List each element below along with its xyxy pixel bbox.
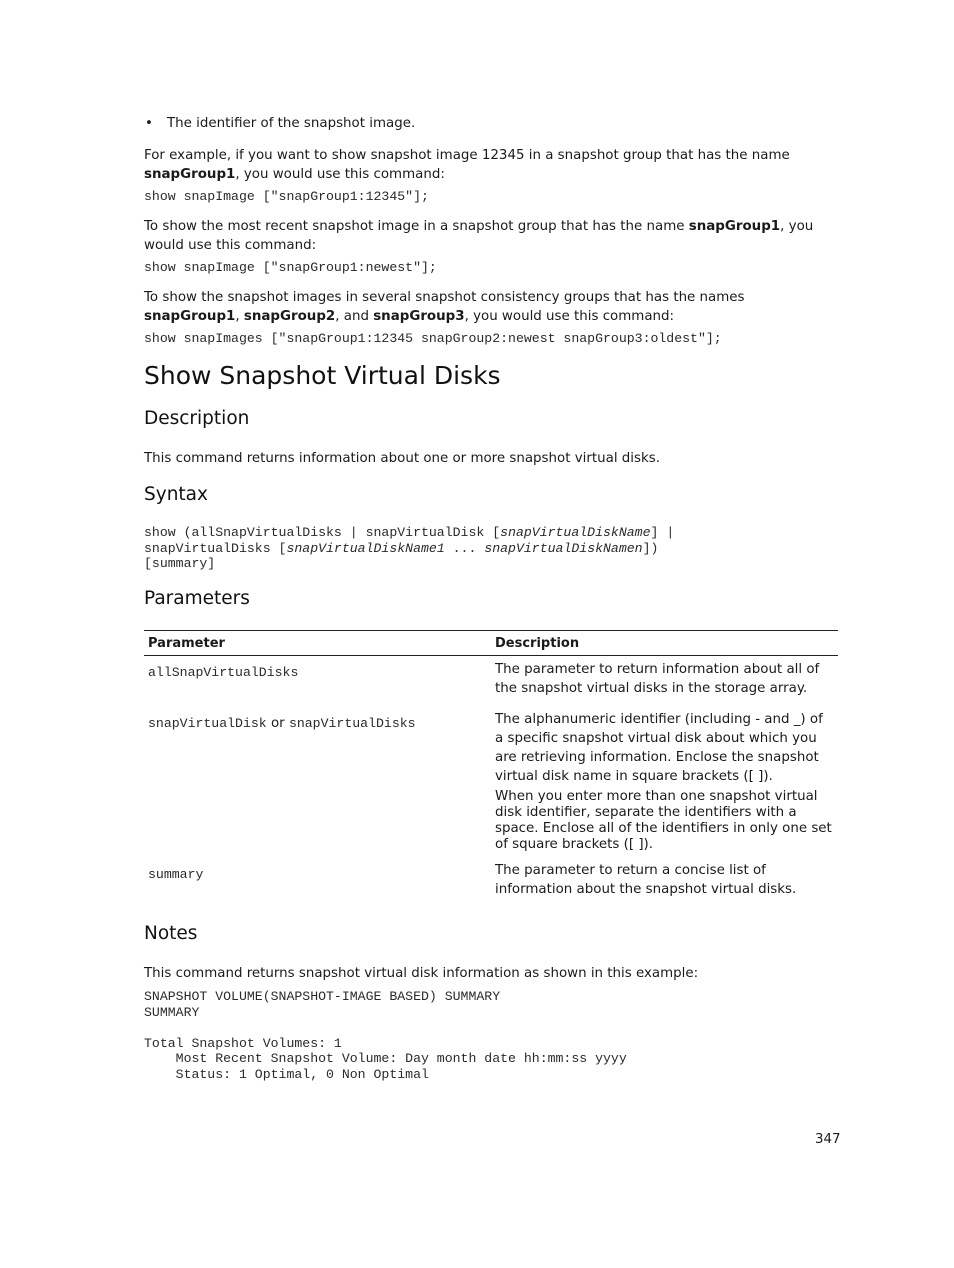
bullet-dot: • [145, 116, 153, 131]
notes-code: SNAPSHOT VOLUME(SNAPSHOT-IMAGE BASED) SUMMARY SUMMARY Total Snapshot Volumes: 1 Most Recent Snapshot Volume: Day month date hh:mm:ss yyyy Status: 1 Optimal, 0 Non Optimal [144, 989, 627, 1082]
description-heading: Description [144, 408, 250, 429]
paragraph-newest [144, 217, 838, 255]
syntax-line1-param: snapVirtualDiskName [500, 525, 651, 540]
syntax-line1-c: ] | [650, 525, 675, 540]
para1-bold: snapGroup1 [144, 167, 236, 182]
para1-text: For example, if you want to show snapshot image 12345 in a snapshot group that has the name [144, 148, 790, 163]
desc-cell: The parameter to return information about all of the snapshot virtual disks in the storage array. [495, 662, 820, 696]
syntax-line2-c: ... [444, 540, 485, 556]
syntax-line1-a: show (allSnapVirtualDisks | snapVirtualDisk [ [144, 525, 501, 540]
paragraph-example [144, 146, 804, 184]
para3-bold-3: snapGroup3 [373, 309, 465, 324]
parameters-heading: Parameters [144, 588, 250, 609]
code-example-3: show snapImages ["snapGroup1:12345 snapGroup2:newest snapGroup3:oldest"]; [144, 331, 722, 346]
para3-bold-1: snapGroup1 [144, 309, 236, 324]
table-row [144, 710, 838, 853]
header-description: Description [495, 635, 580, 651]
bullet-text: The identifier of the snapshot image. [167, 116, 416, 131]
syntax-line2-e: ]) [642, 540, 659, 556]
table-row [144, 853, 838, 899]
param-or: or [266, 716, 289, 731]
para3-sep-2: , and [335, 309, 374, 324]
desc-cell [491, 710, 838, 853]
param-cell [144, 710, 491, 853]
bullet-item [144, 114, 861, 133]
paragraph-several [144, 288, 838, 326]
para3-text-end: , you would use this command: [464, 309, 675, 324]
param-cell [144, 853, 491, 899]
syntax-line2-a: snapVirtualDisks [ [144, 540, 287, 556]
code-example-1: show snapImage ["snapGroup1:12345"]; [144, 189, 429, 204]
header-parameter: Parameter [148, 635, 225, 651]
description-text: This command returns information about one or more snapshot virtual disks. [144, 451, 660, 466]
param-name: snapVirtualDisk [148, 716, 267, 731]
para1-text-end: , you would use this command: [235, 167, 445, 182]
page-number: 347 [815, 1132, 841, 1147]
para3-sep-1: , [235, 309, 244, 324]
para2-text-end: , you would use this command: [144, 219, 814, 253]
table-header-row [144, 631, 838, 656]
code-example-2: show snapImage ["snapGroup1:newest"]; [144, 260, 437, 275]
desc-cell: The parameter to return a concise list of information about the snapshot virtual disks. [495, 863, 797, 897]
desc-text: The alphanumeric identifier (including - and _) of a specific snapshot virtual disk about which you are retrieving information. Enclose the snapshot virtual disk name in square brackets ([ ]). [495, 712, 823, 784]
param-name: allSnapVirtualDisks [148, 665, 299, 680]
section-title: Show Snapshot Virtual Disks [144, 361, 501, 390]
para3-bold-2: snapGroup2 [243, 309, 336, 324]
param-name-alt: snapVirtualDisks [288, 716, 416, 731]
param-name: summary [148, 867, 204, 882]
notes-text: This command returns snapshot virtual disk information as shown in this example: [144, 966, 699, 981]
para2-text: To show the most recent snapshot image in a snapshot group that has the name [144, 219, 689, 234]
parameters-table [144, 630, 838, 899]
desc-text-2: When you enter more than one snapshot virtual disk identifier, separate the identifiers with a space. Enclose all of the identifiers in only one set of square brackets ([ ]). [495, 789, 832, 852]
syntax-heading: Syntax [144, 484, 208, 505]
table-row [144, 656, 838, 711]
syntax-line2-param1: snapVirtualDiskName1 [286, 540, 445, 556]
param-cell [144, 656, 491, 711]
notes-heading: Notes [144, 923, 198, 944]
syntax-line2-paramn: snapVirtualDiskNamen [484, 540, 643, 556]
para3-text: To show the snapshot images in several snapshot consistency groups that has the names [144, 290, 745, 305]
syntax-line3: [summary] [144, 556, 216, 571]
syntax-code [144, 525, 674, 572]
para2-bold: snapGroup1 [688, 219, 781, 234]
